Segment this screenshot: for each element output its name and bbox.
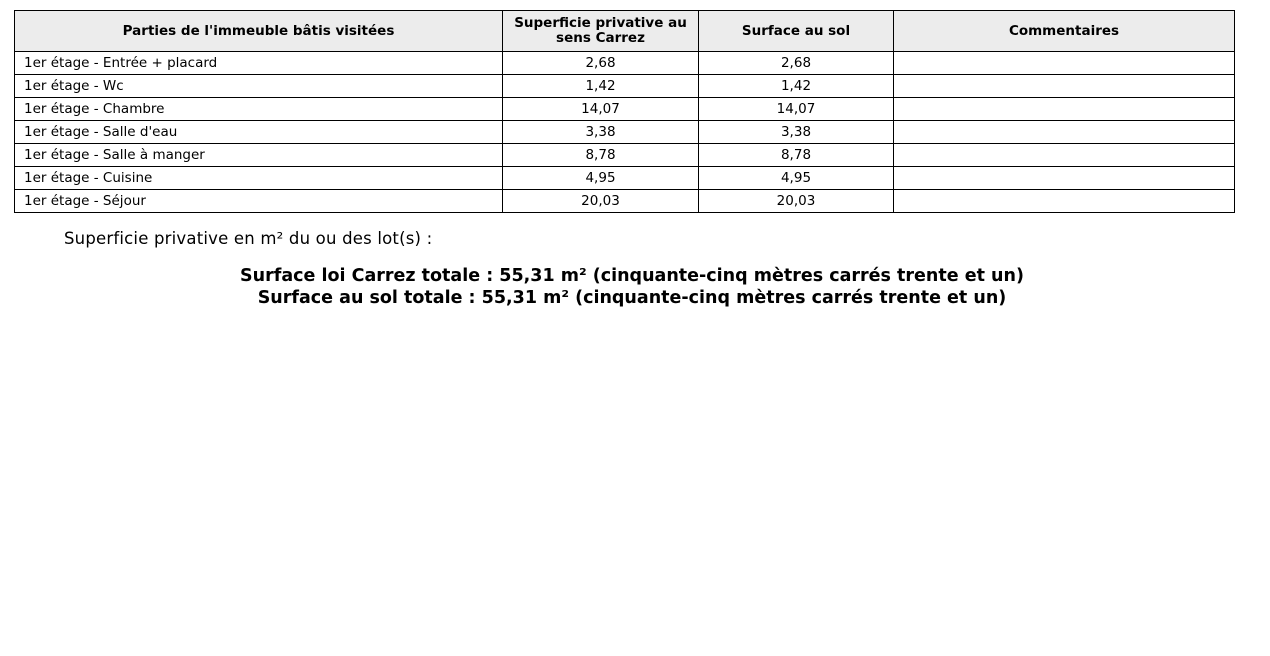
cell-comment bbox=[894, 52, 1235, 75]
table-row bbox=[15, 52, 1235, 75]
cell-carrez: 20,03 bbox=[503, 190, 699, 213]
cell-piece: 1er étage - Entrée + placard bbox=[15, 52, 503, 75]
cell-sol: 14,07 bbox=[699, 98, 894, 121]
total-sol: Surface au sol totale : 55,31 m² (cinquante-cinq mètres carrés trente et un) bbox=[257, 288, 1007, 308]
totals-block bbox=[0, 265, 1264, 309]
table-row bbox=[15, 121, 1235, 144]
summary-intro: Superficie privative en m² du ou des lot(s) : bbox=[64, 229, 433, 248]
cell-carrez: 2,68 bbox=[503, 52, 699, 75]
total-carrez: Surface loi Carrez totale : 55,31 m² (cinquante-cinq mètres carrés trente et un) bbox=[240, 266, 1024, 286]
cell-carrez: 1,42 bbox=[503, 75, 699, 98]
header-carrez-line1: Superficie privative au bbox=[514, 15, 687, 31]
cell-sol: 8,78 bbox=[699, 144, 894, 167]
header-carrez bbox=[503, 11, 699, 52]
table-row bbox=[15, 190, 1235, 213]
table-row bbox=[15, 98, 1235, 121]
cell-carrez: 4,95 bbox=[503, 167, 699, 190]
table-header-row bbox=[15, 11, 1235, 52]
cell-sol: 2,68 bbox=[699, 52, 894, 75]
cell-piece: 1er étage - Salle à manger bbox=[15, 144, 503, 167]
surface-table bbox=[14, 10, 1235, 213]
cell-carrez: 3,38 bbox=[503, 121, 699, 144]
table-row bbox=[15, 144, 1235, 167]
header-comment: Commentaires bbox=[894, 11, 1235, 52]
table-row bbox=[15, 167, 1235, 190]
cell-comment bbox=[894, 167, 1235, 190]
cell-piece: 1er étage - Salle d'eau bbox=[15, 121, 503, 144]
cell-comment bbox=[894, 75, 1235, 98]
cell-carrez: 14,07 bbox=[503, 98, 699, 121]
cell-carrez: 8,78 bbox=[503, 144, 699, 167]
header-carrez-line2: sens Carrez bbox=[556, 30, 645, 46]
cell-comment bbox=[894, 190, 1235, 213]
cell-piece: 1er étage - Chambre bbox=[15, 98, 503, 121]
cell-sol: 4,95 bbox=[699, 167, 894, 190]
cell-comment bbox=[894, 121, 1235, 144]
cell-comment bbox=[894, 98, 1235, 121]
cell-piece: 1er étage - Cuisine bbox=[15, 167, 503, 190]
table-row bbox=[15, 75, 1235, 98]
cell-sol: 1,42 bbox=[699, 75, 894, 98]
cell-piece: 1er étage - Wc bbox=[15, 75, 503, 98]
header-sol: Surface au sol bbox=[699, 11, 894, 52]
cell-sol: 3,38 bbox=[699, 121, 894, 144]
cell-piece: 1er étage - Séjour bbox=[15, 190, 503, 213]
cell-sol: 20,03 bbox=[699, 190, 894, 213]
cell-comment bbox=[894, 144, 1235, 167]
header-piece: Parties de l'immeuble bâtis visitées bbox=[15, 11, 503, 52]
